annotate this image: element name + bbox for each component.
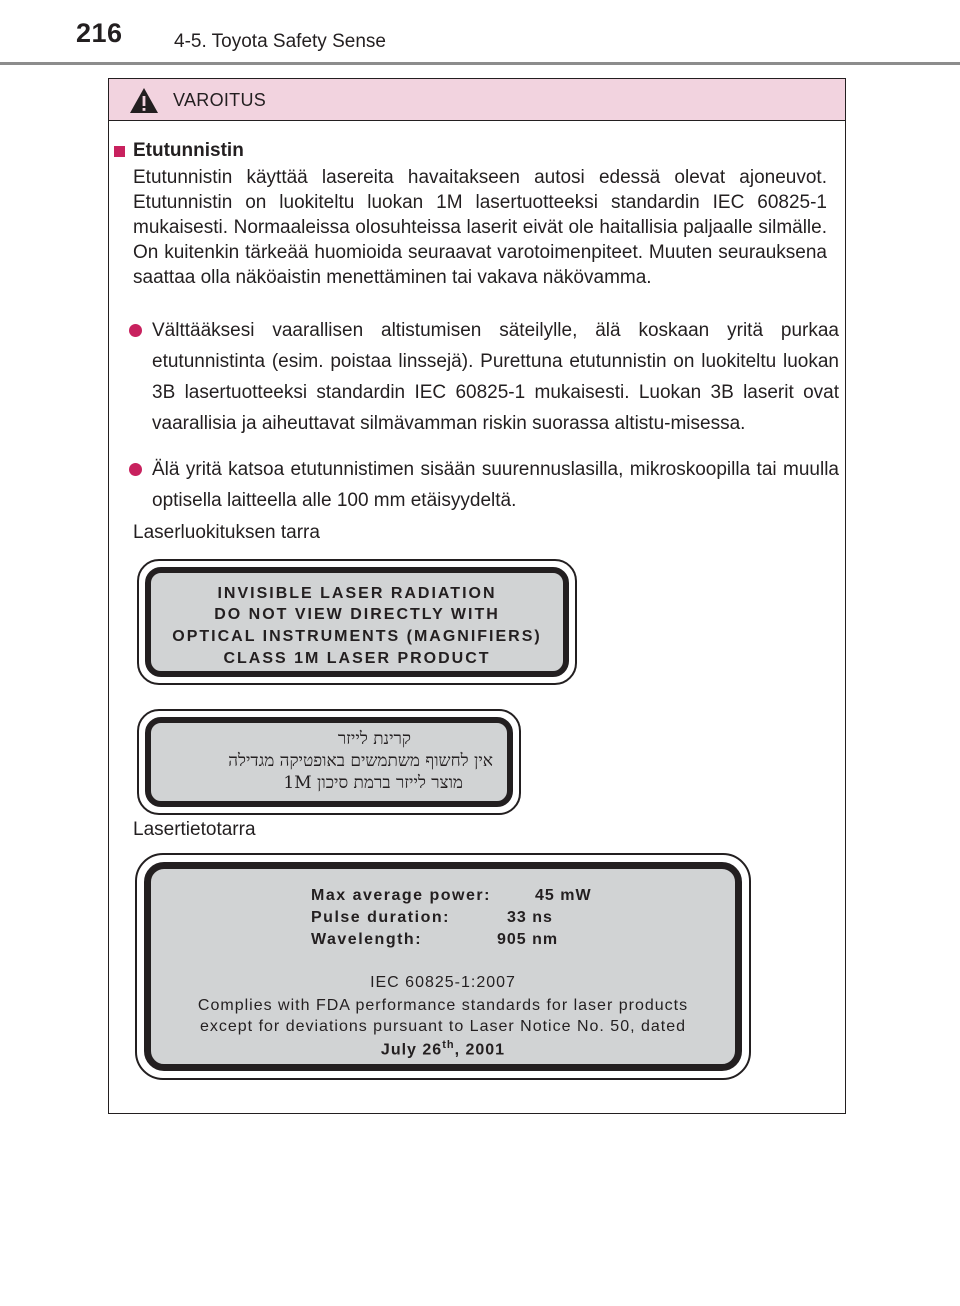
heading-text: Etutunnistin — [133, 140, 244, 161]
page-number: 216 — [76, 18, 123, 48]
spec-value: 33 ns — [507, 909, 553, 926]
warning-header — [109, 79, 845, 121]
bullet-text: Välttääksesi vaarallisen altistumisen säteilylle, älä koskaan yritä purkaa etutunnistinta (esim. poistaa linssejä). Purettuna etutunnistin on luokiteltu luokan 3B lasertuotteeksi standardin IEC 60825-1 mukaisesti. Luokan 3B laserit ovat vaarallisia ja aiheuttavat silmävamman riskin suorassa altistu-misessa. — [152, 320, 839, 434]
compliance-line: except for deviations pursuant to Laser Notice No. 50, dated — [199, 1018, 687, 1035]
plate-line: DO NOT VIEW DIRECTLY WITH — [214, 606, 500, 623]
compliance-date — [135, 1039, 751, 1059]
plate-line: INVISIBLE LASER RADIATION — [217, 585, 497, 602]
plate-line: מוצר לייזר ברמת סיכון 1M — [283, 773, 463, 793]
bullet-dot-icon — [129, 463, 142, 476]
plate-line: אין לחשוף משתמשים באופטיקה מגדילה — [228, 751, 493, 771]
laser-info-plate — [135, 853, 751, 1080]
standard-text: IEC 60825-1:2007 — [370, 974, 516, 991]
header-divider — [0, 62, 960, 65]
list-item — [127, 454, 839, 516]
info-label-caption: Lasertietotarra — [133, 819, 256, 840]
date-sup: th — [442, 1039, 455, 1051]
warning-label: VAROITUS — [173, 90, 267, 110]
laser-classification-plate — [137, 559, 577, 685]
section-heading — [114, 140, 244, 162]
plate-line: קרינת לייזר — [337, 729, 411, 749]
spec-value: 45 mW — [535, 887, 592, 904]
bullet-dot-icon — [129, 324, 142, 337]
intro-paragraph: Etutunnistin käyttää lasereita havaitakseen autosi edessä olevat ajoneuvot. Etutunnistin on luokiteltu luokan 1M lasertuotteeksi standardin IEC 60825-1 mukaisesti. Normaaleissa olosuhteissa laserit eivät ole haitallisia paljaalle silmälle. On kuitenkin tärkeää huomioida seuraavat varotoimenpiteet. Muuten seurauksena saattaa olla näköaistin menettäminen tai vakava näkövamma. — [133, 167, 827, 288]
spec-name: Max average power: — [311, 887, 491, 904]
classification-label-caption: Laserluokituksen tarra — [133, 522, 320, 543]
warning-triangle-icon — [129, 87, 159, 114]
list-item — [127, 315, 839, 439]
date-main: July 26 — [380, 1041, 443, 1059]
bullet-text: Älä yritä katsoa etutunnistimen sisään suurennuslasilla, mikroskoopilla tai muulla optisella laitteella alle 100 mm etäisyydeltä. — [152, 459, 839, 511]
plate-line: OPTICAL INSTRUMENTS (MAGNIFIERS) — [172, 628, 542, 645]
plate-line: CLASS 1M LASER PRODUCT — [223, 650, 491, 667]
spec-name: Pulse duration: — [311, 909, 450, 926]
compliance-line: Complies with FDA performance standards for laser products — [197, 997, 689, 1014]
date-year: , 2001 — [454, 1041, 506, 1059]
spec-value: 905 nm — [497, 931, 559, 948]
hebrew-classification-plate — [137, 709, 521, 815]
square-bullet-icon — [114, 146, 125, 157]
warning-box — [108, 78, 846, 1114]
section-title: 4-5. Toyota Safety Sense — [174, 31, 386, 52]
spec-name: Wavelength: — [311, 931, 423, 948]
